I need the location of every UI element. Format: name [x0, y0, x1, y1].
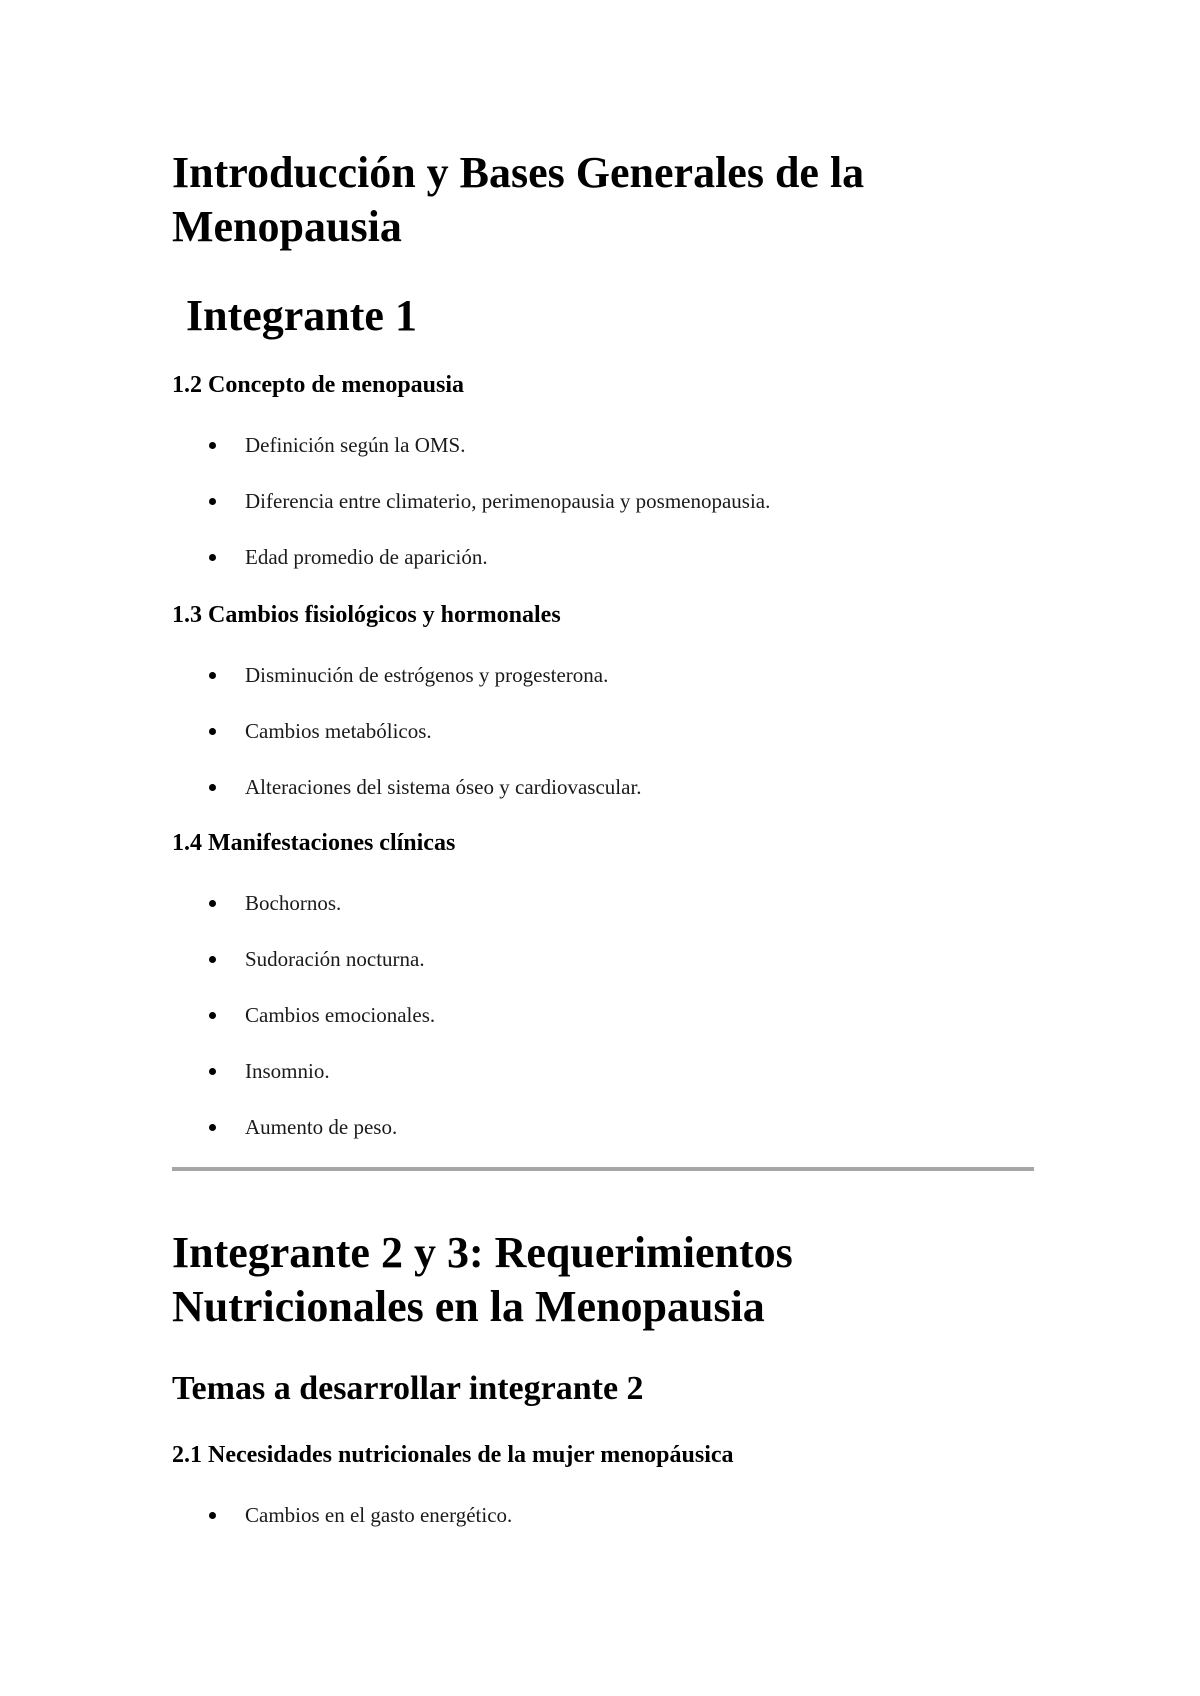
title-line-2: Menopausia	[172, 202, 402, 251]
bullet-icon	[209, 672, 216, 679]
list-item-text: Alteraciones del sistema óseo y cardiovascular.	[245, 775, 642, 799]
bullet-icon	[209, 900, 216, 907]
bullet-icon	[209, 956, 216, 963]
section-2-title-line-2: Nutricionales en la Menopausia	[172, 1282, 765, 1331]
bullet-icon	[209, 442, 216, 449]
section-2-title	[172, 1226, 1038, 1334]
bullet-icon	[209, 784, 216, 791]
section-heading-1-4: 1.4 Manifestaciones clínicas	[172, 830, 456, 856]
bullet-icon	[209, 1124, 216, 1131]
list-item-text: Disminución de estrógenos y progesterona.	[245, 663, 609, 687]
list-item-text: Definición según la OMS.	[245, 433, 466, 457]
member-1-heading: Integrante 1	[186, 291, 417, 340]
list-item-text: Cambios metabólicos.	[245, 719, 432, 743]
list-item-text: Aumento de peso.	[245, 1115, 398, 1139]
list-item-text: Diferencia entre climaterio, perimenopausia y posmenopausia.	[245, 489, 771, 513]
list-item-text: Insomnio.	[245, 1059, 330, 1083]
section-2-title-line-1: Integrante 2 y 3: Requerimientos	[172, 1228, 793, 1277]
bullet-icon	[209, 554, 216, 561]
title-line-1: Introducción y Bases Generales de la	[172, 148, 865, 197]
section-heading-1-2: 1.2 Concepto de menopausia	[172, 372, 465, 398]
bullet-icon	[209, 1512, 216, 1519]
bullet-icon	[209, 728, 216, 735]
document-title	[172, 146, 1038, 254]
bullet-icon	[209, 498, 216, 505]
section-heading-2-1: 2.1 Necesidades nutricionales de la mujer menopáusica	[172, 1442, 734, 1468]
horizontal-divider	[172, 1167, 1034, 1171]
section-heading-1-3: 1.3 Cambios fisiológicos y hormonales	[172, 602, 561, 628]
list-item-text: Cambios en el gasto energético.	[245, 1503, 513, 1527]
list-item-text: Sudoración nocturna.	[245, 947, 425, 971]
member-2-heading: Temas a desarrollar integrante 2	[172, 1370, 644, 1407]
list-item-text: Cambios emocionales.	[245, 1003, 436, 1027]
bullet-icon	[209, 1068, 216, 1075]
list-item-text: Edad promedio de aparición.	[245, 545, 488, 569]
bullet-icon	[209, 1012, 216, 1019]
list-item-text: Bochornos.	[245, 891, 342, 915]
